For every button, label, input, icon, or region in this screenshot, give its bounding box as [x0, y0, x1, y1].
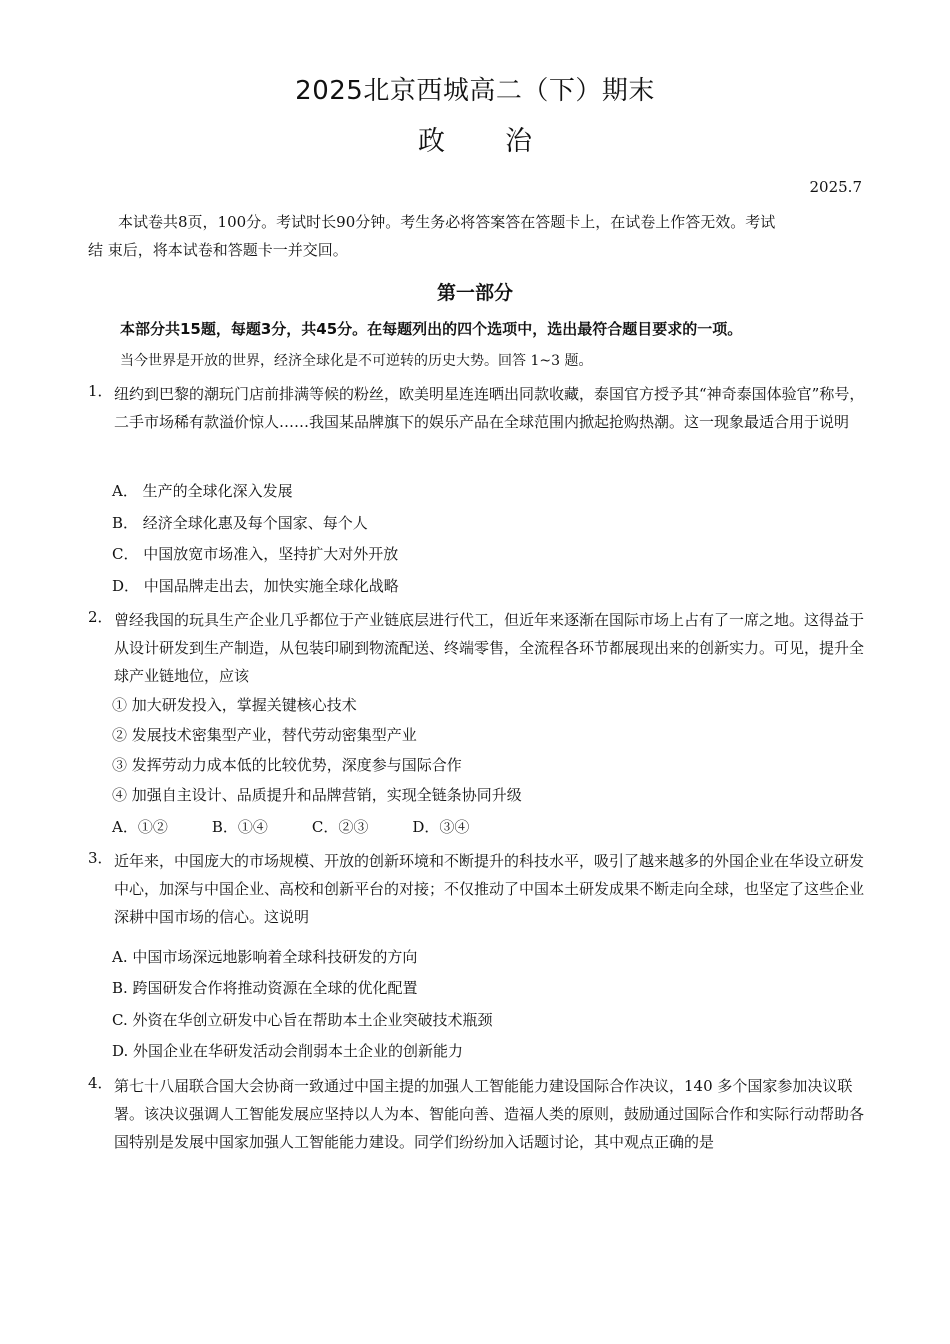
choice-a: A．①② [112, 818, 168, 836]
part-instruction: 本部分共15题，每题3分，共45分。在每题列出的四个选项中，选出最符合题目要求的一项。 [120, 320, 743, 338]
option-c: C. 外资在华创立研发中心旨在帮助本土企业突破技术瓶颈 [112, 1011, 493, 1029]
question-number: 2． [88, 608, 113, 626]
statement-3: ③ 发挥劳动力成本低的比较优势，深度参与国际合作 [112, 756, 462, 774]
intro-line-2: 结 束后，将本试卷和答题卡一并交回。 [88, 241, 348, 259]
statement-4: ④ 加强自主设计、品质提升和品牌营销，实现全链条协同升级 [112, 786, 522, 804]
intro-line-1: 本试卷共8页，100分。考试时长90分钟。考生务必将答案答在答题卡上，在试卷上作答无效。考试 [118, 213, 776, 231]
question-context: 当今世界是开放的世界，经济全球化是不可逆转的历史大势。回答 1~3 题。 [120, 353, 593, 369]
exam-date: 2025.7 [809, 178, 862, 196]
choice-c: C．②③ [311, 818, 369, 836]
choice-d: D．③④ [412, 818, 470, 836]
subject-char-2: 治 [505, 126, 532, 157]
choice-row [112, 816, 513, 837]
question-number: 4． [88, 1074, 113, 1092]
question-stem: 第七十八届联合国大会协商一致通过中国主提的加强人工智能能力建设国际合作决议，140 多个国家参加决议联署。该决议强调人工智能发展应坚持以人为本、智能向善、造福人类的原则，鼓励通过国际合作和实际行动帮助各国特别是发展中国家加强人工智能能力建设。同学们纷纷加入话题讨论，其中观点正确的是 [114, 1077, 865, 1151]
statement-2: ② 发展技术密集型产业，替代劳动密集型产业 [112, 726, 417, 744]
question-2 [88, 606, 872, 690]
option-b: B． 经济全球化惠及每个国家、每个人 [112, 514, 368, 532]
exam-title: 2025北京西城高二（下）期末 [295, 76, 655, 106]
question-number: 1． [88, 382, 113, 400]
question-stem: 近年来，中国庞大的市场规模、开放的创新环境和不断提升的科技水平，吸引了越来越多的外国企业在华设立研发中心，加深与中国企业、高校和创新平台的对接；不仅推动了中国本土研发成果不断走向全球，也坚定了这些企业深耕中国市场的信心。这说明 [114, 852, 865, 926]
option-d: D. 外国企业在华研发活动会削弱本土企业的创新能力 [112, 1042, 464, 1060]
choice-b: B．①④ [211, 818, 268, 836]
question-1 [88, 380, 872, 436]
statement-1: ① 加大研发投入，掌握关键核心技术 [112, 696, 357, 714]
question-number: 3． [88, 849, 113, 867]
option-a: A. 中国市场深远地影响着全球科技研发的方向 [112, 948, 418, 966]
question-stem: 曾经我国的玩具生产企业几乎都位于产业链底层进行代工，但近年来逐渐在国际市场上占有了一席之地。这得益于从设计研发到生产制造，从包装印刷到物流配送、终端零售，全流程各环节都展现出来的创新实力。可见，提升全球产业链地位，应该 [114, 611, 865, 685]
subject-char-1: 政 [418, 126, 445, 157]
option-a: A． 生产的全球化深入发展 [112, 482, 293, 500]
question-stem: 纽约到巴黎的潮玩门店前排满等候的粉丝，欧美明星连连晒出同款收藏，泰国官方授予其“神奇泰国体验官”称号，二手市场稀有款溢价惊人……我国某品牌旗下的娱乐产品在全球范围内掀起抢购热潮。这一现象最适合用于说明 [114, 385, 865, 431]
question-3 [88, 847, 872, 931]
exam-intro [88, 208, 864, 264]
subject-title [0, 124, 950, 160]
option-d: D． 中国品牌走出去，加快实施全球化战略 [112, 577, 399, 595]
option-c: C． 中国放宽市场准入，坚持扩大对外开放 [112, 545, 399, 563]
part-title: 第一部分 [436, 282, 513, 304]
question-4 [88, 1072, 872, 1156]
option-b: B. 跨国研发合作将推动资源在全球的优化配置 [112, 979, 418, 997]
